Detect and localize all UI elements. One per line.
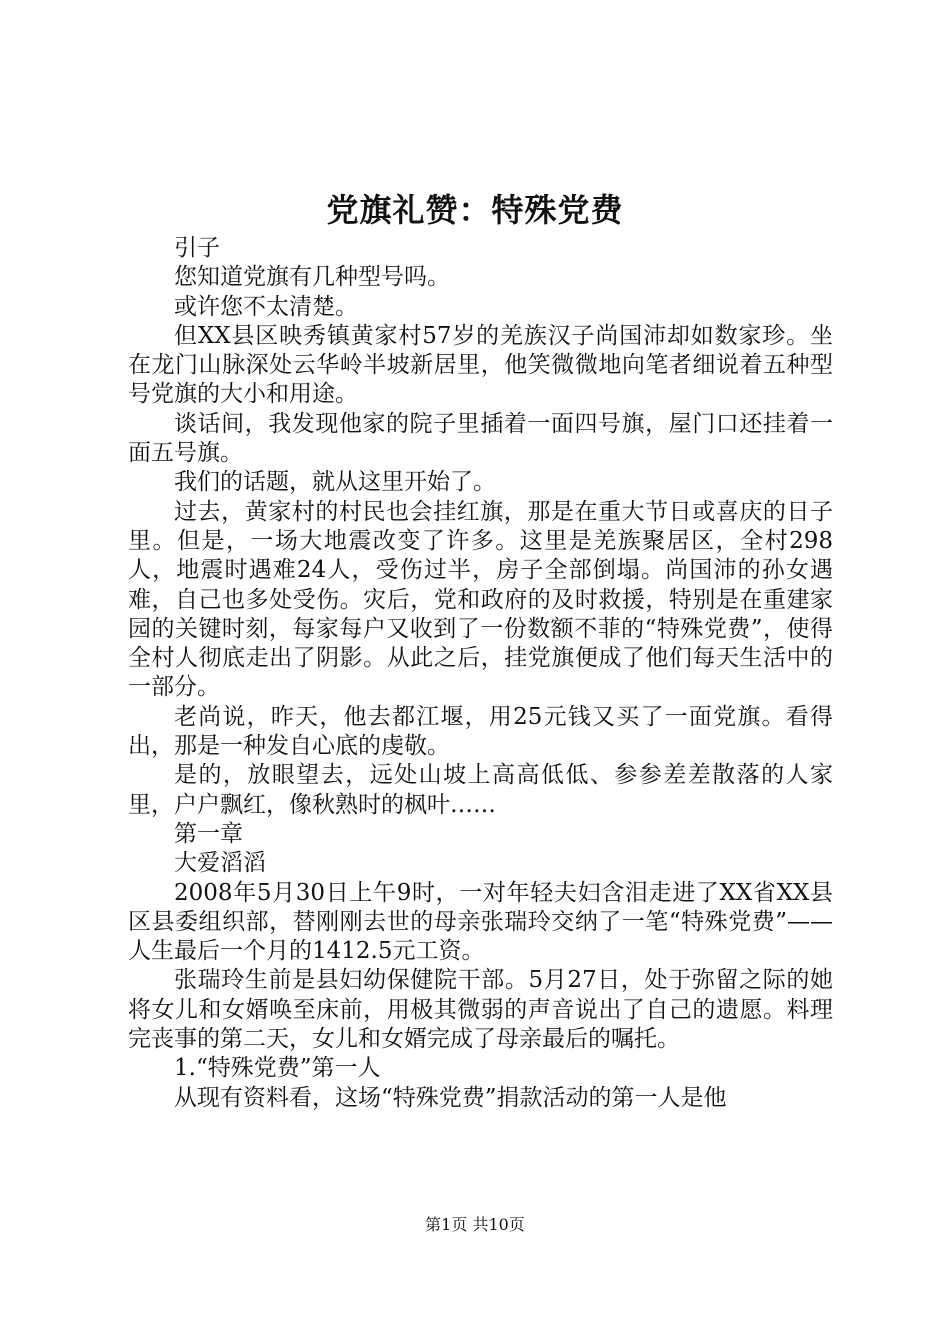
chapter-subtitle: 大爱滔滔 <box>174 850 266 877</box>
paragraph: 我们的话题，就从这里开始了。 <box>174 469 496 496</box>
document-body <box>128 234 833 1113</box>
paragraph: 您知道党旗有几种型号吗。 <box>174 264 450 291</box>
paragraph: 引子 <box>174 235 220 261</box>
paragraph: 老尚说，昨天，他去都江堰，用25元钱又买了一面党旗。看得出，那是一种发自心底的虔敬。 <box>128 703 833 760</box>
paragraph: 2008年5月30日上午9时，一对年轻夫妇含泪走进了XX省XX县区县委组织部，替刚刚去世的母亲张瑞玲交纳了一笔“特殊党费”——人生最后一个月的1412.5元工资。 <box>128 879 833 965</box>
paragraph: 从现有资料看，这场“特殊党费”捐款活动的第一人是他 <box>174 1084 727 1111</box>
page-footer: 第1页 共10页 <box>425 1215 525 1234</box>
paragraph: 过去，黄家村的村民也会挂红旗，那是在重大节日或喜庆的日子里。但是，一场大地震改变了许多。这里是羌族聚居区，全村298人，地震时遇难24人，受伤过半，房子全部倒塌。尚国沛的孙女遇难，自己也多处受伤。灾后，党和政府的及时救援，特别是在重建家园的关键时刻，每家每户又收到了一份数额不菲的“特殊党费”，使得全村人彻底走出了阴影。从此之后，挂党旗便成了他们每天生活中的一部分。 <box>128 498 833 701</box>
paragraph: 谈话间，我发现他家的院子里插着一面四号旗，屋门口还挂着一面五号旗。 <box>128 410 833 467</box>
chapter-heading: 第一章 <box>174 820 243 847</box>
paragraph: 张瑞玲生前是县妇幼保健院干部。5月27日，处于弥留之际的她将女儿和女婿唤至床前，用极其微弱的声音说出了自己的遗愿。料理完丧事的第二天，女儿和女婿完成了母亲最后的嘱托。 <box>128 967 833 1053</box>
section-heading: 1.“特殊党费”第一人 <box>174 1055 381 1082</box>
paragraph: 是的，放眼望去，远处山坡上高高低低、参参差差散落的人家里，户户飘红，像秋熟时的枫叶…… <box>128 762 833 818</box>
paragraph: 但XX县区映秀镇黄家村57岁的羌族汉子尚国沛却如数家珍。坐在龙门山脉深处云华岭半坡新居里，他笑微微地向笔者细说着五种型号党旗的大小和用途。 <box>128 322 833 408</box>
document-title: 党旗礼赞：特殊党费 <box>326 191 624 229</box>
paragraph: 或许您不太清楚。 <box>174 293 358 320</box>
